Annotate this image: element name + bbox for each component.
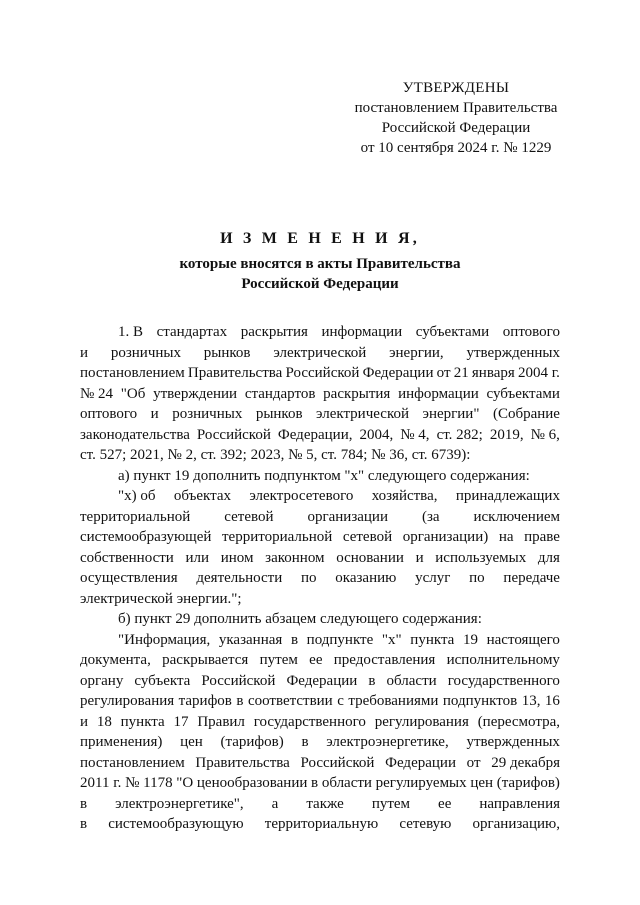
body-word: и	[150, 406, 159, 422]
body-word: государственного	[253, 713, 366, 730]
body-word: 29 декабря	[491, 754, 560, 771]
body-word: 2019,	[489, 426, 524, 443]
body-line	[80, 671, 560, 692]
body-word: (за	[421, 508, 440, 525]
body-word: исполнительному	[446, 652, 560, 668]
body-word: утвержденных	[466, 734, 560, 750]
body-word: для	[537, 549, 560, 566]
body-line	[80, 630, 560, 651]
body-word: утвержденных	[466, 344, 560, 361]
body-word: в	[301, 734, 309, 750]
body-word: (тарифов)	[496, 775, 560, 791]
body-line	[80, 363, 560, 384]
body-word: в	[80, 816, 88, 832]
body-word: цен	[470, 775, 494, 791]
body-word: на	[498, 529, 514, 545]
body-line	[80, 568, 560, 589]
approval-line-date: от 10 сентября 2024 г. № 1229	[360, 140, 552, 156]
body-word: 21	[453, 365, 469, 381]
body-word: тарифов	[178, 693, 232, 709]
body-line	[80, 732, 560, 753]
body-word: 1. В	[118, 324, 144, 340]
body-word: электроэнергетике,	[326, 734, 449, 750]
body-word: хозяйства,	[371, 488, 438, 504]
body-word: Российской	[285, 365, 360, 381]
body-line: б) пункт 29 дополнить абзацем следующего содержания:	[118, 611, 482, 627]
body-line	[80, 425, 560, 446]
approval-stamp	[340, 78, 572, 158]
body-word: сетевой	[342, 529, 393, 545]
body-word: (Собрание	[492, 406, 560, 422]
body-word: а	[271, 795, 279, 812]
body-word: розничных	[110, 344, 181, 361]
body-word: территориальную	[264, 816, 379, 832]
body-word: электроэнергетике",	[115, 795, 244, 812]
body-word: предоставления	[333, 652, 436, 668]
body-word: собственности	[80, 549, 174, 566]
body-word: регулируемых	[375, 775, 467, 791]
body-word: 2011 г.	[80, 775, 122, 791]
body-word: стандартах	[156, 324, 228, 340]
body-line	[80, 322, 560, 343]
body-word: по	[469, 570, 485, 586]
body-word: в	[80, 795, 88, 812]
body-line	[80, 486, 560, 507]
body-word: Российской	[196, 426, 271, 443]
body-word: цен	[180, 734, 203, 750]
body-word: территориальной	[221, 529, 333, 545]
body-word: (тарифов)	[220, 734, 284, 750]
body-word: сетевой	[224, 508, 274, 525]
body-word: требованиями	[348, 693, 439, 709]
body-word: системообразующую	[108, 816, 244, 832]
body-word: в	[236, 693, 244, 709]
body-word: Российской	[201, 672, 276, 689]
approval-line-resolution: постановлением Правительства	[354, 100, 558, 116]
body-word: направления	[479, 795, 560, 812]
body-word: регулирования	[374, 713, 469, 730]
body-word: в	[311, 775, 319, 791]
document-subtitle-line-2: Российской Федерации	[241, 276, 399, 292]
body-word: Федерации,	[277, 426, 353, 443]
body-word: энергии"	[422, 406, 480, 422]
body-word: регулирования	[80, 693, 175, 709]
body-word: № 6,	[530, 426, 560, 443]
body-word: января	[471, 365, 515, 381]
body-word: ст. 282;	[436, 426, 483, 443]
body-word: постановлением	[80, 754, 185, 771]
body-word: подпунктов	[442, 693, 518, 709]
document-body	[80, 322, 560, 835]
body-word: по	[301, 570, 317, 586]
body-word: области	[386, 672, 437, 689]
body-word: праве	[524, 529, 560, 545]
body-word: 2004,	[359, 426, 394, 443]
body-word: 16	[544, 693, 560, 709]
body-word: электрической	[273, 344, 367, 361]
body-word: Федерации	[385, 754, 456, 771]
body-word: субъектами	[415, 324, 490, 340]
body-word: организацию,	[472, 816, 560, 832]
body-word: от	[466, 754, 481, 771]
body-word: (пересмотра,	[477, 713, 560, 730]
document-title: И З М Е Н Е Н И Я,	[220, 230, 420, 247]
body-word: объектах	[173, 488, 232, 504]
body-word: ее	[309, 652, 323, 668]
body-word: информации	[321, 324, 403, 340]
body-word: государственного	[447, 672, 560, 689]
body-word: основании	[336, 549, 404, 566]
body-word: настоящего	[486, 631, 560, 648]
body-line: а) пункт 19 дополнить подпунктом "х" следующего содержания:	[118, 467, 530, 484]
body-word: Федерации	[286, 672, 358, 689]
body-word: рынков	[203, 344, 251, 361]
body-word: 13,	[521, 693, 541, 709]
document-heading	[80, 229, 560, 294]
body-line	[80, 527, 560, 548]
body-word: путем	[371, 795, 411, 812]
body-word: соответствии	[247, 693, 333, 709]
body-word: деятельности	[196, 570, 283, 586]
body-word: Правительства	[195, 754, 290, 771]
body-word: оказанию	[335, 570, 397, 586]
body-word: энергии,	[389, 344, 444, 361]
body-word: раскрытия	[240, 324, 308, 340]
body-word: в	[368, 672, 376, 689]
body-word: указанная	[218, 631, 283, 648]
body-word: осуществления	[80, 570, 178, 586]
body-line	[80, 384, 560, 405]
body-word: Правил	[197, 713, 245, 730]
body-line	[80, 548, 560, 569]
body-word: информации	[398, 385, 479, 402]
body-word: № 24	[80, 385, 114, 402]
body-word: "х) об	[118, 488, 156, 504]
body-word: раскрывается	[162, 652, 249, 668]
body-word: 17	[173, 713, 189, 730]
body-word: № 4,	[400, 426, 430, 443]
body-word: и	[80, 344, 89, 361]
body-word: № 1178	[125, 775, 173, 791]
body-word: с	[337, 693, 344, 709]
body-word: Правительства	[187, 365, 283, 381]
body-word: также	[306, 795, 344, 812]
body-word: или	[185, 549, 210, 566]
body-word: Российской	[300, 754, 375, 771]
body-word: законодательства	[80, 426, 190, 443]
body-word: путем	[259, 652, 298, 668]
body-line: ст. 527; 2021, № 2, ст. 392; 2023, № 5, ст. 784; № 36, ст. 6739):	[80, 447, 471, 463]
body-word: применения)	[80, 734, 163, 750]
body-word: законном	[265, 549, 325, 566]
body-word: электрической	[316, 406, 409, 422]
body-word: рынков	[255, 406, 303, 422]
body-word: постановлением	[80, 365, 185, 381]
body-line	[80, 753, 560, 774]
body-word: 18	[96, 713, 112, 730]
body-line	[80, 691, 560, 712]
body-line: электрической энергии.";	[80, 590, 242, 607]
body-line	[80, 712, 560, 733]
body-word: ее	[438, 795, 452, 812]
body-word: 19	[462, 631, 478, 648]
body-line	[80, 814, 560, 835]
body-word: принадлежащих	[455, 488, 560, 504]
body-word: организации)	[402, 529, 489, 545]
document-subtitle-line-1: которые вносятся в акты Правительства	[179, 256, 461, 272]
body-word: стандартов	[244, 385, 316, 402]
body-word: "Об	[120, 385, 146, 402]
body-word: системообразующей	[80, 529, 212, 545]
body-word: розничных	[172, 406, 243, 422]
body-word: и	[415, 549, 424, 566]
body-word: ценообразовании	[196, 775, 308, 791]
body-word: передаче	[503, 570, 560, 586]
body-word: "О	[176, 775, 194, 791]
approval-heading: УТВЕРЖДЕНЫ	[402, 80, 510, 96]
body-word: услуг	[415, 570, 451, 586]
body-word: исключением	[473, 508, 560, 525]
approval-line-country: Российской Федерации	[381, 120, 531, 136]
body-word: в	[290, 631, 299, 648]
body-word: 2004 г.	[517, 365, 560, 381]
body-line	[80, 343, 560, 364]
body-word: подпункте	[306, 631, 374, 648]
body-line	[80, 650, 560, 671]
body-line	[80, 773, 560, 794]
body-word: утверждении	[153, 385, 238, 402]
body-word: оптового	[80, 406, 138, 422]
body-word: организации	[307, 508, 388, 525]
body-word: сетевую	[399, 816, 452, 832]
body-word: "Информация,	[118, 631, 211, 648]
body-word: области	[321, 775, 372, 791]
body-word: пункта	[410, 631, 455, 648]
body-word: субъекта	[134, 672, 191, 689]
body-line	[80, 507, 560, 528]
body-word: и	[80, 713, 89, 730]
body-word: Федерации	[362, 365, 434, 381]
body-word: от	[436, 365, 451, 381]
body-line	[80, 404, 560, 425]
body-word: органу	[80, 672, 124, 689]
body-word: территориальной	[80, 508, 191, 525]
body-word: ином	[220, 549, 254, 566]
body-word: электросетевого	[249, 488, 354, 504]
body-word: документа,	[80, 652, 151, 668]
body-word: пункта	[120, 713, 165, 730]
body-word: используемых	[435, 549, 527, 566]
body-word: субъектами	[486, 385, 560, 402]
body-word: оптового	[502, 324, 560, 340]
body-word: раскрытия	[323, 385, 391, 402]
body-word: "х"	[381, 631, 402, 648]
body-line	[80, 794, 560, 815]
